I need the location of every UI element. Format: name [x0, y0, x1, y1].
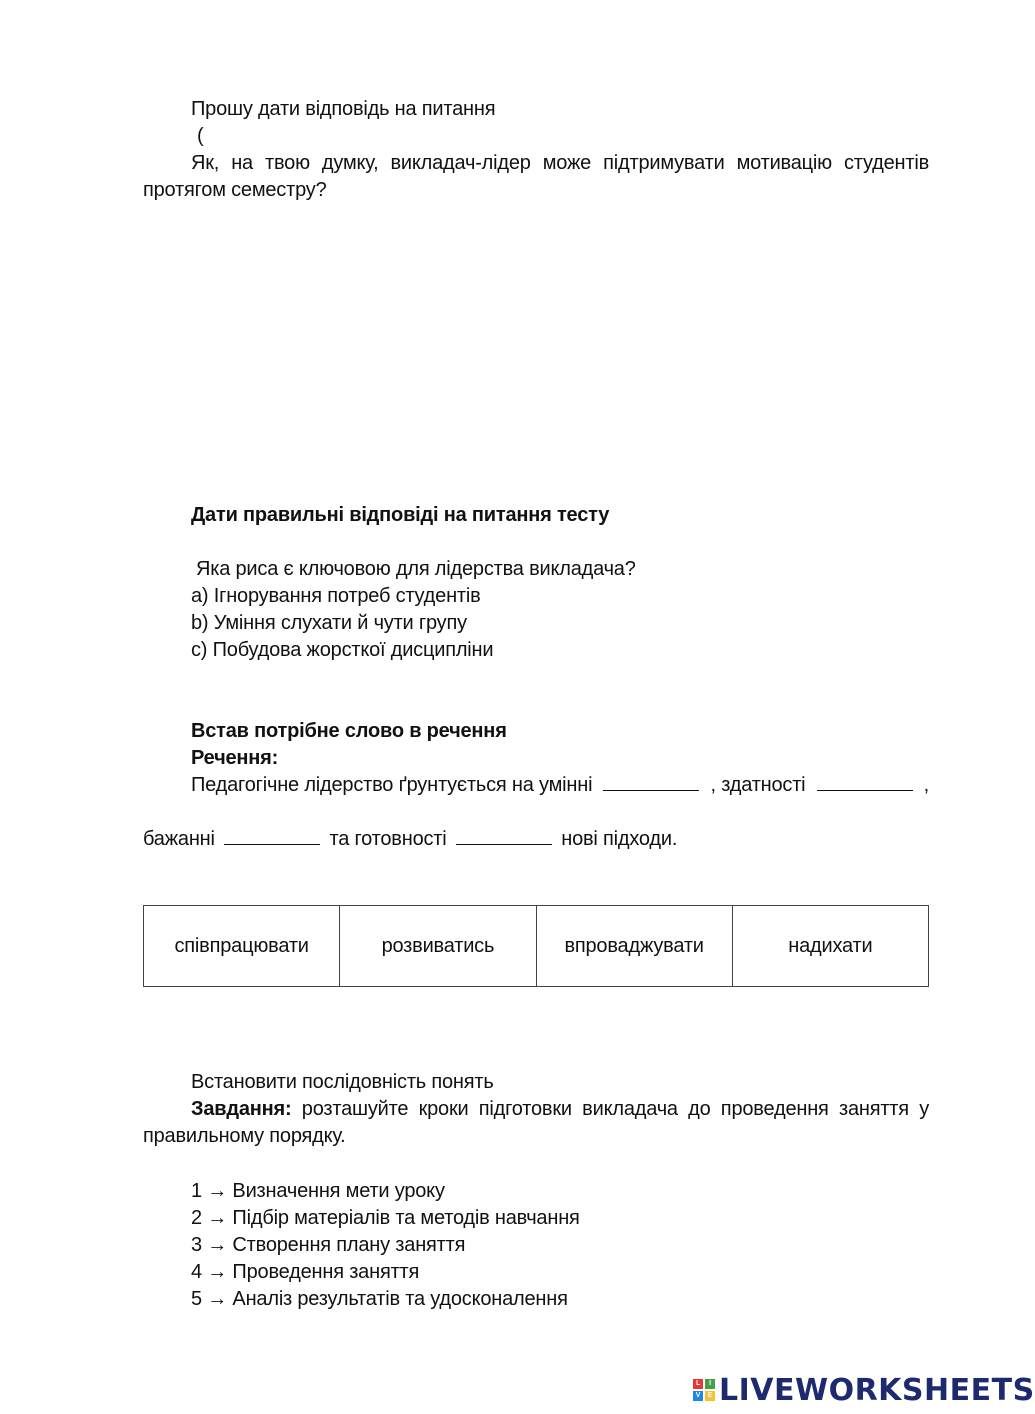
test-option-b[interactable]: b) Уміння слухати й чути групу — [191, 612, 467, 634]
logo-mark-e: E — [705, 1391, 715, 1401]
sequence-step[interactable]: 5 → Аналіз результатів та удосконалення — [191, 1288, 568, 1310]
open-paren: ( — [197, 125, 204, 147]
logo-mark-v: V — [693, 1391, 703, 1401]
word-bank-item[interactable]: надихати — [732, 906, 928, 987]
liveworksheets-logo — [693, 1372, 1035, 1408]
word-bank-item[interactable]: впроваджувати — [536, 906, 732, 987]
word-bank-item[interactable]: співпрацювати — [144, 906, 340, 987]
blank-1[interactable] — [603, 772, 699, 791]
logo-mark-l: L — [693, 1379, 703, 1389]
word-bank-item[interactable]: розвиватись — [340, 906, 536, 987]
open-question-line2: протягом семестру? — [143, 179, 327, 201]
test-heading: Дати правильні відповіді на питання тесту — [191, 504, 610, 526]
open-question-text — [143, 150, 929, 204]
sequence-step[interactable]: 3 → Створення плану заняття — [191, 1234, 466, 1256]
fill-blank-heading: Встав потрібне слово в речення — [191, 720, 507, 742]
open-question-line1: Як, на твою думку, викладач-лідер може підтримувати мотивацію студентів — [191, 152, 929, 174]
test-question: Яка риса є ключовою для лідерства викладача? — [196, 558, 636, 580]
sentence-part-3: , — [923, 774, 929, 796]
sequence-task-line1 — [143, 1096, 929, 1123]
sequence-task — [143, 1096, 929, 1150]
open-question-heading: Прошу дати відповідь на питання — [191, 98, 496, 120]
sentence-part-6: нові підходи. — [561, 828, 678, 850]
sequence-step[interactable]: 4 → Проведення заняття — [191, 1261, 420, 1283]
sentence-part-1: Педагогічне лідерство ґрунтується на умінні — [191, 774, 593, 796]
logo-mark-i: I — [705, 1379, 715, 1389]
sequence-task-label: Завдання: — [191, 1098, 292, 1120]
logo-text: LIVEWORKSHEETS — [719, 1372, 1035, 1408]
sequence-heading: Встановити послідовність понять — [191, 1071, 494, 1093]
test-option-a[interactable]: a) Ігнорування потреб студентів — [191, 585, 481, 607]
sentence-part-5: та готовності — [329, 828, 447, 850]
sequence-task-text: розташуйте кроки підготовки викладача до проведення заняття у — [301, 1098, 929, 1120]
logo-mark-icon — [693, 1379, 715, 1401]
fill-blank-sentence-line1 — [191, 772, 929, 799]
sequence-task-line2: правильному порядку. — [143, 1125, 346, 1147]
sequence-step[interactable]: 1 → Визначення мети уроку — [191, 1180, 445, 1202]
sequence-step[interactable]: 2 → Підбір матеріалів та методів навчання — [191, 1207, 580, 1229]
sentence-part-2: , здатності — [710, 774, 806, 796]
test-option-c[interactable]: c) Побудова жорсткої дисципліни — [191, 639, 494, 661]
blank-3[interactable] — [224, 826, 320, 845]
blank-2[interactable] — [817, 772, 913, 791]
word-bank-table — [143, 905, 929, 987]
blank-4[interactable] — [456, 826, 552, 845]
fill-blank-sentence-line2 — [143, 826, 677, 853]
sentence-part-4: бажанні — [143, 828, 215, 850]
fill-blank-subheading: Речення: — [191, 747, 279, 769]
